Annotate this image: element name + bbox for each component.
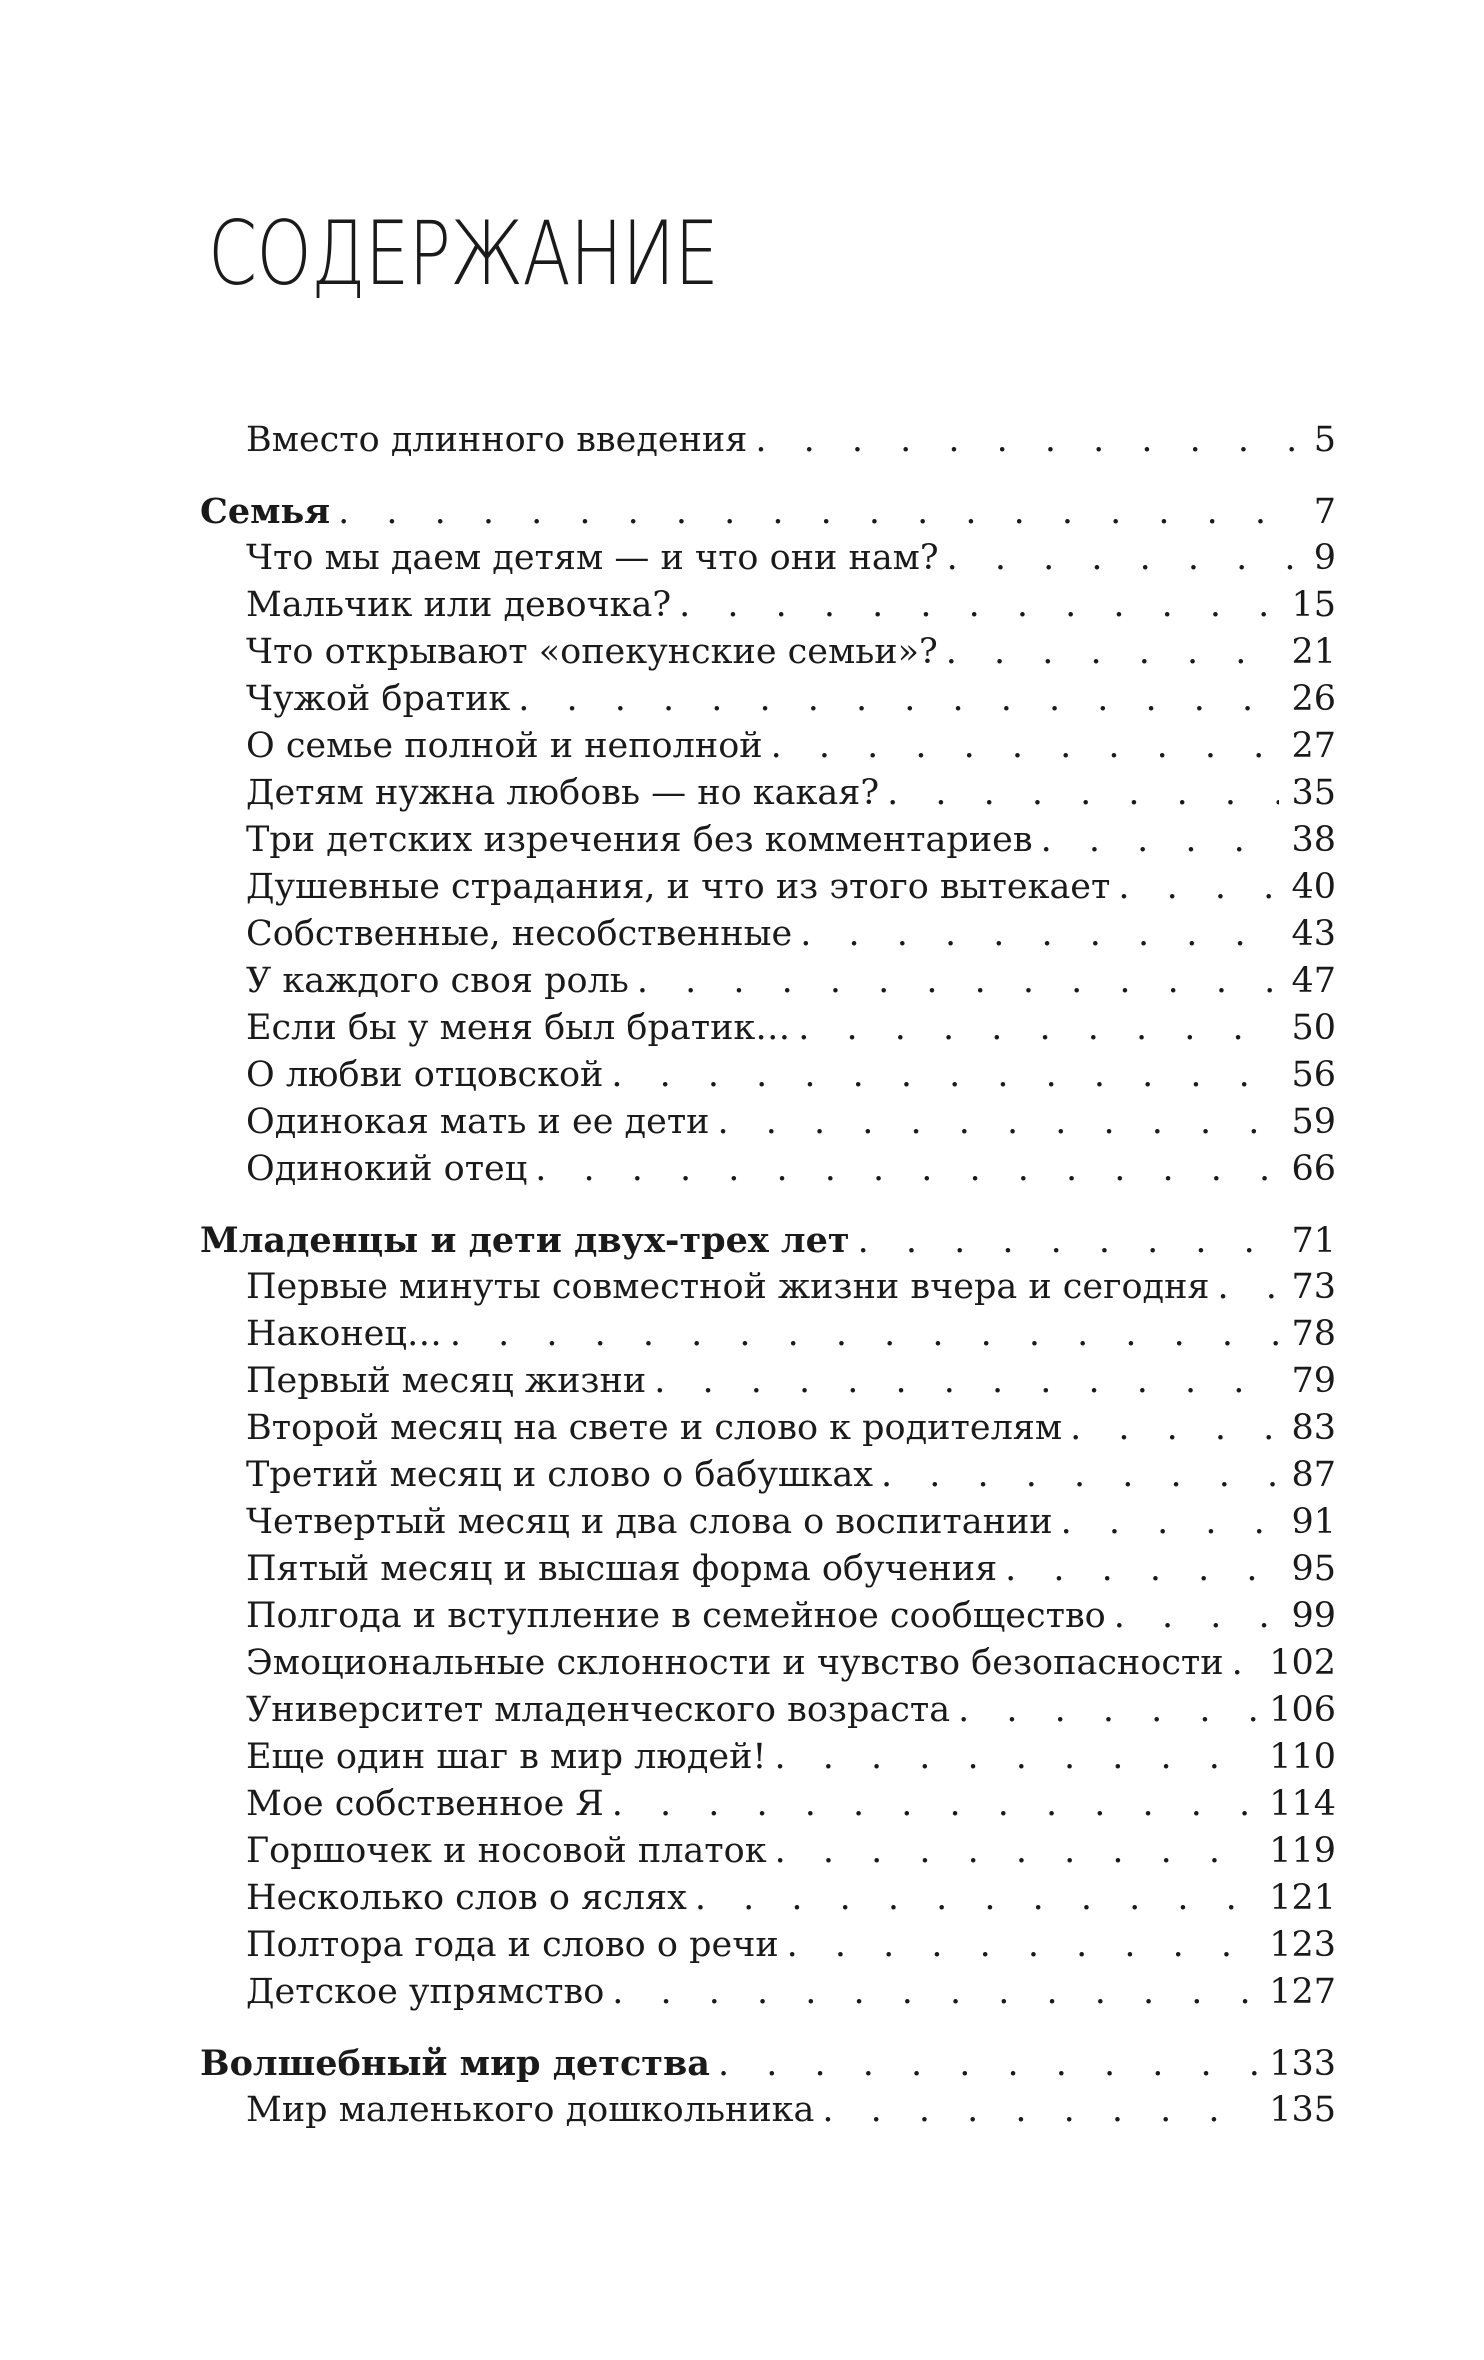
dot-leader [1041,817,1280,864]
toc-page-number: 40 [1291,867,1336,907]
toc-entry-label: Второй месяц на свете и слово к родителям [246,1408,1063,1448]
toc-entry-label: Четвертый месяц и два слова о воспитании [246,1502,1053,1542]
toc-entry-label: Первые минуты совместной жизни вчера и сегодня [246,1267,1210,1307]
toc-page-number: 95 [1291,1549,1336,1589]
toc-entry-label: Чужой братик [246,679,511,719]
dot-leader [637,958,1280,1005]
toc-page-number: 71 [1291,1221,1336,1261]
toc-entry-intro[interactable] [200,417,1336,464]
toc-page-number: 43 [1291,914,1336,954]
toc-entry-label: У каждого своя роль [246,961,629,1001]
dot-leader [887,770,1279,817]
toc-entry[interactable] [200,1546,1336,1593]
toc-page-number: 38 [1291,820,1336,860]
toc-entry-label: Мое собственное Я [246,1784,604,1824]
toc-entry-label: Детям нужна любовь — но какая? [246,773,880,813]
toc-page-number: 133 [1269,2044,1336,2084]
toc-entry[interactable] [200,770,1336,817]
dot-leader [1118,864,1279,911]
toc-entry-label: О семье полной и неполной [246,726,763,766]
toc-entry[interactable] [200,1687,1336,1734]
dot-leader [881,1452,1280,1499]
toc-entry[interactable] [200,1311,1336,1358]
toc-entry-label: Полтора года и слово о речи [246,1925,779,1965]
toc-entry-label: Одинокая мать и ее дети [246,1102,710,1142]
toc-entry-label: Вместо длинного введения [246,420,748,460]
toc-entry-label: Собственные, несобственные [246,914,793,954]
toc-page-number: 73 [1291,1267,1336,1307]
dot-leader [450,1311,1280,1358]
dot-leader [612,1781,1257,1828]
toc-page-number: 83 [1291,1408,1336,1448]
toc-entry-label: Три детских изречения без комментариев [246,820,1033,860]
dot-leader [679,582,1279,629]
toc-entry-label: Эмоциональные склонности и чувство безопасности [246,1643,1224,1683]
toc-entry-label: Полгода и вступление в семейное сообщество [246,1596,1106,1636]
toc-page-number: 47 [1291,961,1336,1001]
toc-page-number: 114 [1269,1784,1336,1824]
toc-section-heading[interactable] [200,488,1336,535]
toc-entry-label: Душевные страдания, и что из этого вытекает [246,867,1111,907]
table-of-contents [200,417,1336,2134]
dot-leader [946,629,1280,676]
toc-page-number: 27 [1291,726,1336,766]
toc-entry-label: Что мы даем детям — и что они нам? [246,538,939,578]
dot-leader [958,1687,1257,1734]
section-spacer [200,2016,1336,2040]
toc-page-number: 35 [1291,773,1336,813]
toc-entry[interactable] [200,629,1336,676]
dot-leader [718,1099,1280,1146]
toc-entry[interactable] [200,1781,1336,1828]
toc-page-number: 135 [1269,2090,1336,2130]
page-title: СОДЕРЖАНИЕ [208,202,719,305]
toc-page-number: 110 [1269,1737,1336,1777]
dot-leader [718,2041,1257,2088]
toc-entry[interactable] [200,1452,1336,1499]
toc-entry-label: Детское упрямство [246,1972,605,2012]
toc-page-number: 123 [1269,1925,1336,1965]
toc-entry[interactable] [200,1593,1336,1640]
toc-page-number: 26 [1291,679,1336,719]
toc-entry[interactable] [200,958,1336,1005]
toc-entry-label: Третий месяц и слово о бабушках [246,1455,873,1495]
toc-entry[interactable] [200,1358,1336,1405]
dot-leader [695,1875,1257,1922]
toc-entry-label: Первый месяц жизни [246,1361,647,1401]
toc-entry[interactable] [200,864,1336,911]
section-spacer [200,1193,1336,1217]
toc-page-number: 119 [1269,1831,1336,1871]
dot-leader [1232,1640,1258,1687]
toc-page-number: 99 [1291,1596,1336,1636]
dot-leader [755,417,1301,464]
dot-leader [1070,1405,1279,1452]
toc-entry-label: Еще один шаг в мир людей! [246,1737,767,1777]
toc-page-number: 50 [1291,1008,1336,1048]
toc-entry[interactable] [200,1922,1336,1969]
toc-page-number: 121 [1269,1878,1336,1918]
section-spacer [200,464,1336,488]
toc-entry-label: Одинокий отец [246,1149,528,1189]
toc-page-number: 79 [1291,1361,1336,1401]
dot-leader [775,1828,1258,1875]
toc-page-number: 15 [1291,585,1336,625]
dot-leader [774,1734,1257,1781]
toc-section-label: Семья [200,491,331,532]
toc-entry[interactable] [200,1099,1336,1146]
dot-leader [612,1969,1257,2016]
dot-leader [822,2087,1257,2134]
toc-entry-label: Горшочек и носовой платок [246,1831,767,1871]
dot-leader [654,1358,1279,1405]
dot-leader [1061,1499,1280,1546]
dot-leader [338,489,1302,536]
toc-entry-label: О любви отцовской [246,1055,604,1095]
toc-page-number: 66 [1291,1149,1336,1189]
toc-section-label: Волшебный мир детства [200,2043,710,2084]
toc-page-number: 102 [1269,1643,1336,1683]
toc-entry-label: Несколько слов о яслях [246,1878,687,1918]
toc-entry[interactable] [200,911,1336,958]
toc-entry[interactable] [200,2087,1336,2134]
toc-entry[interactable] [200,1640,1336,1687]
dot-leader [535,1146,1279,1193]
toc-entry[interactable] [200,1264,1336,1311]
toc-entry-label: Что открывают «опекунские семьи»? [246,632,938,672]
toc-entry[interactable] [200,1969,1336,2016]
toc-section-heading[interactable] [200,2040,1336,2087]
toc-section-label: Младенцы и дети двух-трех лет [200,1220,850,1261]
dot-leader [1005,1546,1279,1593]
dot-leader [771,723,1280,770]
toc-entry-label: Мир маленького дошкольника [246,2090,815,2130]
dot-leader [787,1922,1258,1969]
toc-page-number: 59 [1291,1102,1336,1142]
dot-leader [858,1218,1280,1265]
toc-entry[interactable] [200,1734,1336,1781]
toc-page-number: 106 [1269,1690,1336,1730]
toc-section-heading[interactable] [200,1217,1336,1264]
toc-entry-label: Наконец… [246,1314,442,1354]
toc-entry-label: Университет младенческого возраста [246,1690,951,1730]
toc-entry[interactable] [200,1499,1336,1546]
toc-page-number: 91 [1291,1502,1336,1542]
toc-entry[interactable] [200,582,1336,629]
toc-entry[interactable] [200,817,1336,864]
toc-entry[interactable] [200,1146,1336,1193]
dot-leader [518,676,1279,723]
toc-page-number: 9 [1313,538,1336,578]
dot-leader [947,535,1302,582]
dot-leader [798,1005,1279,1052]
toc-entry-label: Мальчик или девочка? [246,585,672,625]
toc-entry[interactable] [200,1052,1336,1099]
toc-page-number: 56 [1291,1055,1336,1095]
toc-entry[interactable] [200,1005,1336,1052]
toc-page-number: 78 [1291,1314,1336,1354]
toc-page-number: 127 [1269,1972,1336,2012]
toc-entry[interactable] [200,1828,1336,1875]
dot-leader [611,1052,1279,1099]
toc-entry[interactable] [200,723,1336,770]
toc-page-number: 7 [1313,492,1336,532]
toc-entry[interactable] [200,1875,1336,1922]
toc-entry-label: Пятый месяц и высшая форма обучения [246,1549,998,1589]
dot-leader [800,911,1279,958]
dot-leader [1114,1593,1280,1640]
toc-entry[interactable] [200,1405,1336,1452]
toc-page-number: 87 [1291,1455,1336,1495]
toc-page-number: 21 [1291,632,1336,672]
toc-entry[interactable] [200,676,1336,723]
dot-leader [1217,1264,1279,1311]
toc-page-number: 5 [1313,420,1336,460]
toc-entry[interactable] [200,535,1336,582]
toc-entry-label: Если бы у меня был братик… [246,1008,791,1048]
